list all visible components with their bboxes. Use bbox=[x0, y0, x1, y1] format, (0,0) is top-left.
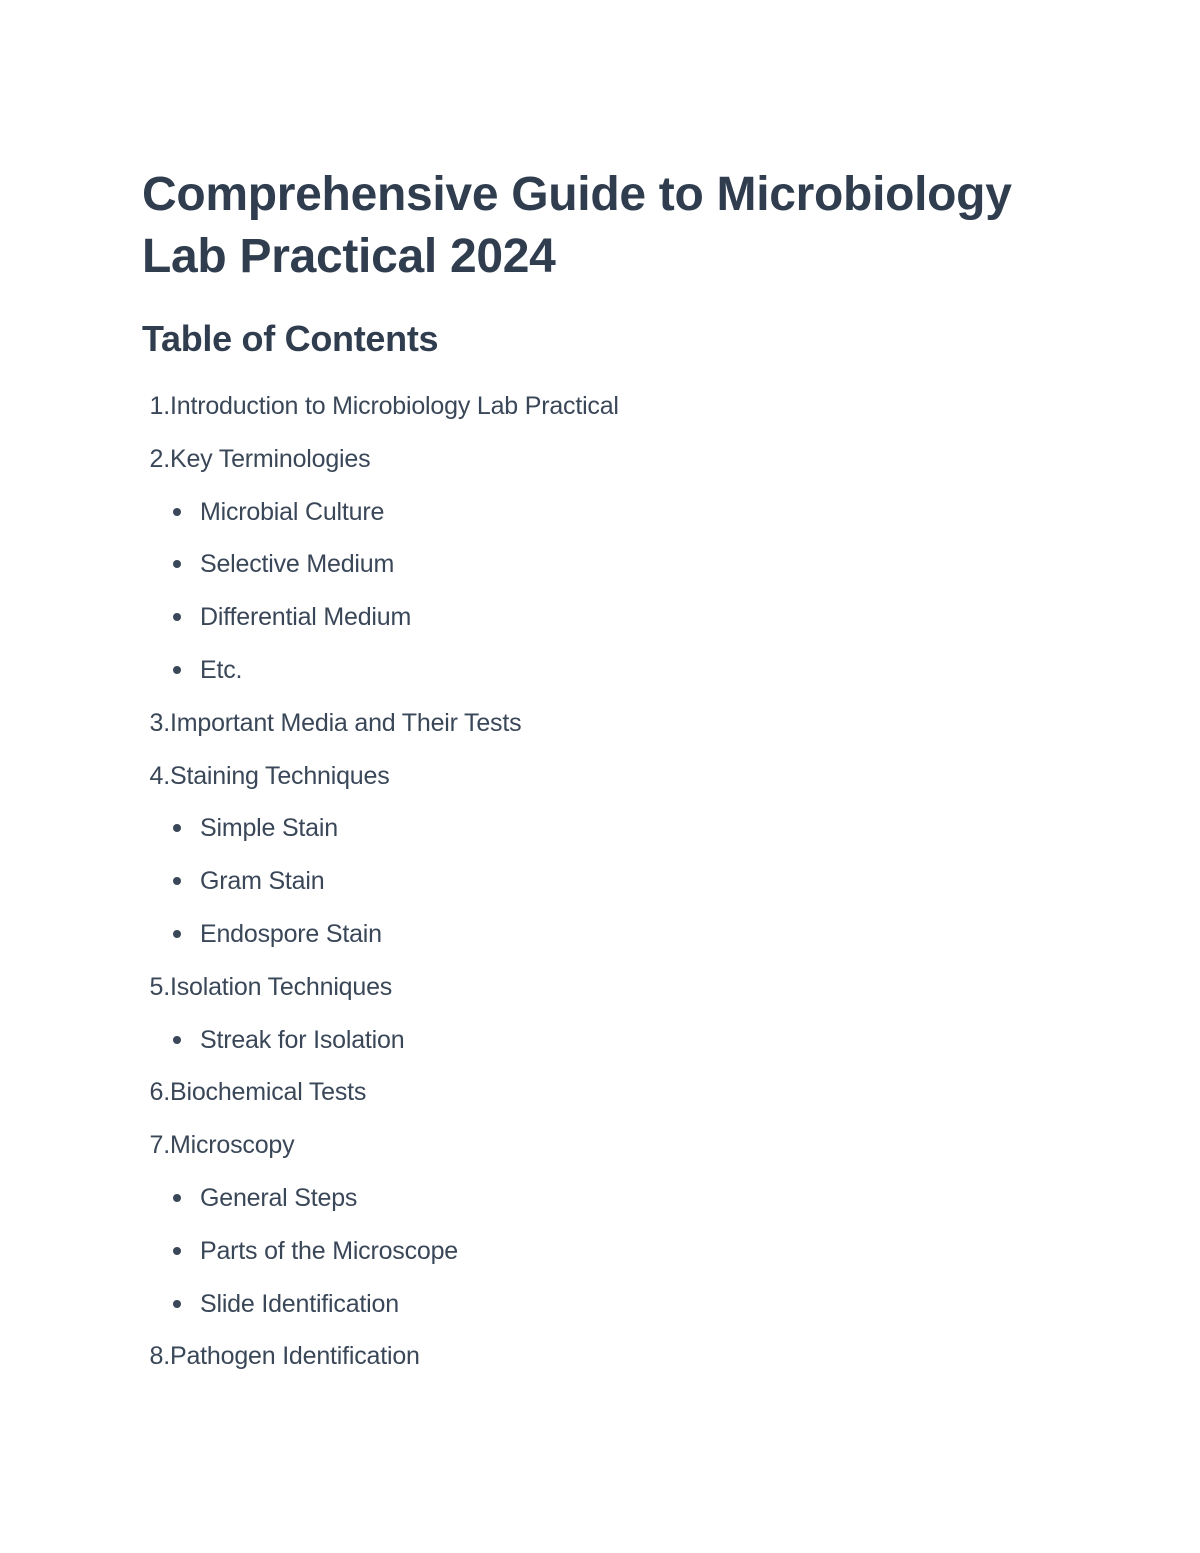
toc-item bbox=[142, 1072, 1042, 1125]
page-title: Comprehensive Guide to Microbiology Lab Practical 2024 bbox=[142, 168, 1012, 283]
toc-subitem-label: Gram Stain bbox=[200, 867, 325, 896]
bullet-icon bbox=[173, 666, 181, 674]
toc-item-label: Isolation Techniques bbox=[170, 972, 393, 1001]
bullet-icon bbox=[173, 613, 181, 621]
toc-subitem bbox=[142, 544, 1042, 597]
toc-subitem-label: Microbial Culture bbox=[200, 497, 385, 526]
toc-subitem-label: General Steps bbox=[200, 1183, 358, 1212]
toc-item-label: Pathogen Identification bbox=[170, 1342, 420, 1371]
toc-subitem-label: Differential Medium bbox=[200, 603, 412, 632]
toc-subitem-label: Streak for Isolation bbox=[200, 1025, 405, 1054]
bullet-icon bbox=[173, 930, 181, 938]
toc-item-label: Introduction to Microbiology Lab Practical bbox=[170, 392, 619, 420]
toc-subitem bbox=[142, 597, 1042, 650]
toc-subitem bbox=[142, 1178, 1042, 1231]
toc-subitem bbox=[142, 808, 1042, 861]
bullet-icon bbox=[173, 1247, 181, 1255]
toc-subitem bbox=[142, 1020, 1042, 1073]
toc-subitem bbox=[142, 861, 1042, 914]
toc-item bbox=[142, 439, 1042, 492]
bullet-icon bbox=[173, 560, 181, 568]
bullet-icon bbox=[173, 877, 181, 885]
toc-item bbox=[142, 756, 1042, 809]
toc-item-number: 3. bbox=[149, 708, 170, 737]
toc-subitem bbox=[142, 492, 1042, 545]
toc-item-number: 4. bbox=[149, 761, 170, 790]
toc-subitem-label: Simple Stain bbox=[200, 814, 338, 843]
toc-item-number: 1. bbox=[149, 392, 170, 420]
toc-subitem-label: Etc. bbox=[200, 655, 243, 684]
toc-item bbox=[142, 1125, 1042, 1178]
toc-item-number: 7. bbox=[149, 1131, 170, 1160]
toc-item-number: 6. bbox=[149, 1078, 170, 1107]
toc-item-number: 2. bbox=[149, 444, 170, 473]
toc-subitem-label: Slide Identification bbox=[200, 1289, 399, 1318]
toc-subitem bbox=[142, 650, 1042, 703]
toc-item-number: 5. bbox=[149, 972, 170, 1001]
toc-heading: Table of Contents bbox=[142, 318, 439, 359]
bullet-icon bbox=[173, 824, 181, 832]
toc-item bbox=[142, 1336, 1042, 1389]
toc-item-label: Staining Techniques bbox=[170, 761, 390, 790]
toc-subitem bbox=[142, 1284, 1042, 1337]
toc-subitem bbox=[142, 1231, 1042, 1284]
table-of-contents bbox=[142, 386, 1042, 1389]
toc-subitem-label: Selective Medium bbox=[200, 550, 395, 579]
toc-item-label: Microscopy bbox=[170, 1131, 295, 1160]
toc-subitem-label: Endospore Stain bbox=[200, 919, 382, 948]
toc-item-number: 8. bbox=[149, 1342, 170, 1371]
toc-item bbox=[142, 967, 1042, 1020]
bullet-icon bbox=[173, 1036, 181, 1044]
toc-item-label: Key Terminologies bbox=[170, 444, 371, 473]
bullet-icon bbox=[173, 508, 181, 516]
toc-subitem-label: Parts of the Microscope bbox=[200, 1236, 459, 1265]
toc-item bbox=[142, 386, 1042, 439]
toc-subitem bbox=[142, 914, 1042, 967]
bullet-icon bbox=[173, 1194, 181, 1202]
toc-item bbox=[142, 703, 1042, 756]
toc-item-label: Biochemical Tests bbox=[170, 1078, 367, 1107]
toc-item-label: Important Media and Their Tests bbox=[170, 708, 522, 737]
bullet-icon bbox=[173, 1300, 181, 1308]
